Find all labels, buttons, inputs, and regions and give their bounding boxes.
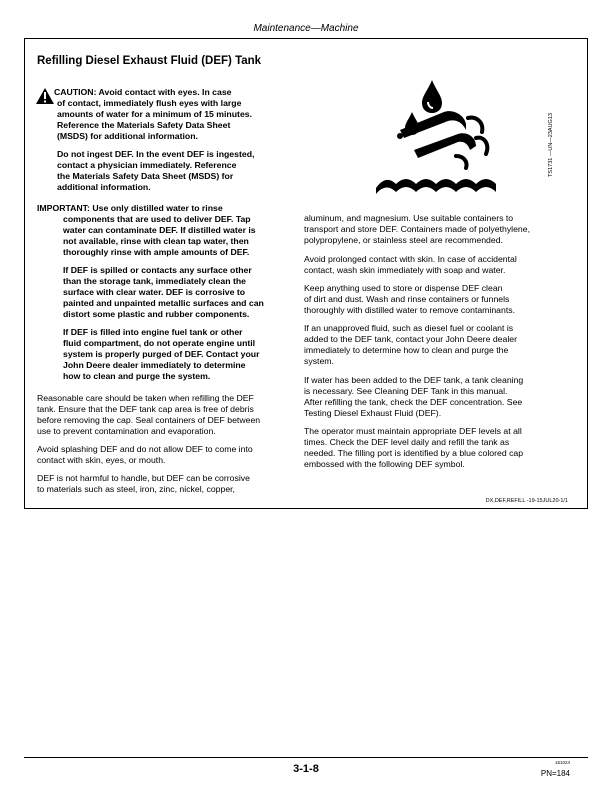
frame-bottom xyxy=(24,508,588,509)
spill-warning: If DEF is spilled or contacts any surface other than the storage tank, immediately clean the surface with clear water. DEF is corrosive to painted and unpainted metallic surfaces and can distort some plastic and rubber components. xyxy=(63,265,264,319)
body-paragraph: aluminum, and magnesium. Use suitable containers to transport and store DEF. Containers made of polyethylene, polypropylene, or stainless steel are recommended. xyxy=(304,213,530,245)
def-symbol-icon xyxy=(370,74,530,204)
body-paragraph: The operator must maintain appropriate DEF levels at all times. Check the DEF level daily and refill the tank as needed. The filling port is identified by a blue colored cap embossed with the following DEF symbol. xyxy=(304,426,524,469)
image-code: TS1731 —UN—23AUG13 xyxy=(548,113,554,177)
pn-label: PN=184 xyxy=(540,769,570,778)
frame-right xyxy=(587,38,588,508)
footer-rule xyxy=(24,757,588,758)
warning-triangle-icon xyxy=(36,88,54,104)
section-title: Refilling Diesel Exhaust Fluid (DEF) Tank xyxy=(37,55,262,67)
body-paragraph: Keep anything used to store or dispense DEF clean of dirt and dust. Wash and rinse containers or funnels thoroughly with distilled water to remove contaminants. xyxy=(304,283,516,315)
fuel-tank-warning: If DEF is filled into engine fuel tank or other fluid compartment, do not operate engine until system is properly purged of DEF. Contact your John Deere dealer immediately to determine how to clean and purge the system. xyxy=(63,327,260,381)
caution-text: CAUTION: Avoid contact with eyes. In case xyxy=(54,87,232,97)
frame-left xyxy=(24,38,25,508)
body-paragraph: Avoid prolonged contact with skin. In case of accidental contact, wash skin immediately with soap and water. xyxy=(304,254,517,275)
section-reference: DX,DEF,REFILL -19-15JUL20-1/1 xyxy=(485,498,568,504)
header-rule xyxy=(24,38,588,39)
body-paragraph: Avoid splashing DEF and do not allow DEF to come into contact with skin, eyes, or mouth. xyxy=(37,444,253,465)
important-text: components that are used to deliver DEF. Tap water can contaminate DEF. If distilled water is not available, rinse with clean tap water, then thoroughly rinse with ample amounts of DEF. xyxy=(63,214,256,257)
body-paragraph: Reasonable care should be taken when refilling the DEF tank. Ensure that the DEF tank cap area is free of debris before removing the cap. Seal containers of DEF between use to prevent contamination and evaporation. xyxy=(37,393,261,436)
body-paragraph: DEF is not harmful to handle, but DEF can be corrosive to materials such as steel, iron, zinc, nickel, copper, xyxy=(37,473,250,494)
page-number: 3-1-8 xyxy=(293,763,319,775)
important-first-line: IMPORTANT: Use only distilled water to rinse xyxy=(37,203,223,213)
body-paragraph: If an unapproved fluid, such as diesel fuel or coolant is added to the DEF tank, contact your John Deere dealer immediately to determine how to clean and purge the system. xyxy=(304,323,517,366)
ingest-warning: Do not ingest DEF. In the event DEF is ingested, contact a physician immediately. Reference the Materials Safety Data Sheet (MSDS) for additional information. xyxy=(57,149,255,192)
caution-text-cont: of contact, immediately flush eyes with large amounts of water for a minimum of 15 minutes. Reference the Materials Safety Data Sheet (MSDS) for additional information. xyxy=(57,98,253,141)
page-header: Maintenance—Machine xyxy=(253,23,359,34)
footer-code: 151024 xyxy=(554,760,570,765)
body-paragraph: If water has been added to the DEF tank, a tank cleaning is necessary. See Cleaning DEF Tank in this manual. After refilling the tank, check the DEF concentration. See Testing Diesel Exhaust Fluid (DEF). xyxy=(304,375,524,418)
